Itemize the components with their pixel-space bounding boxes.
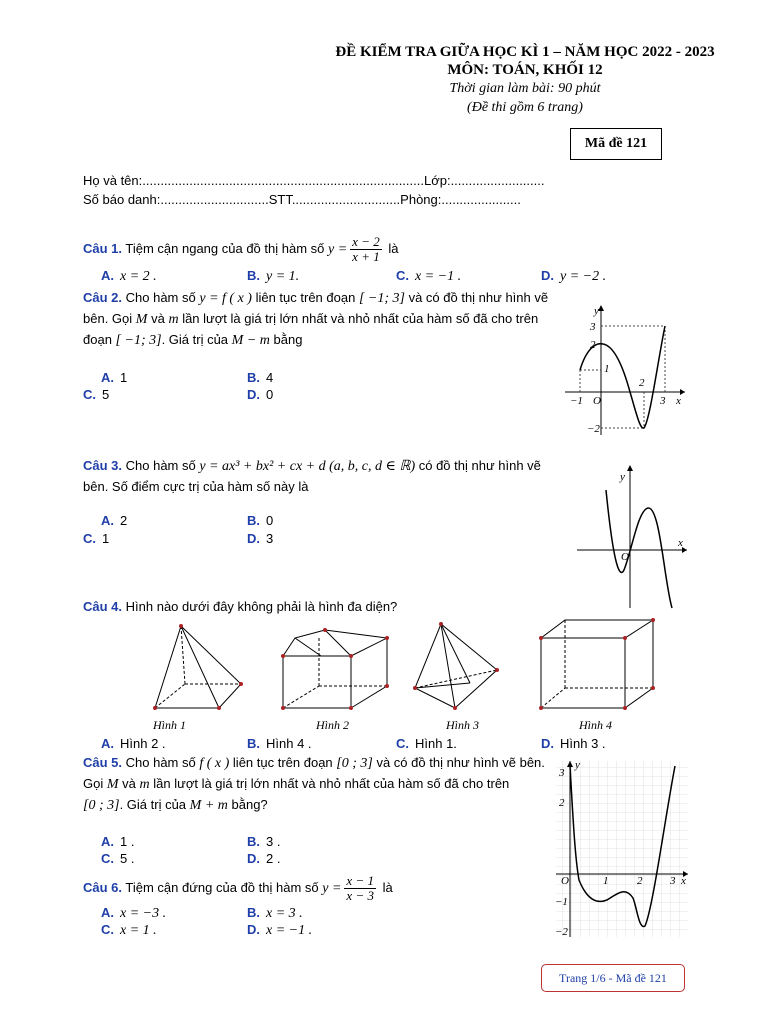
x-tick: O: [561, 875, 569, 887]
y-tick: 3: [559, 767, 565, 779]
answer-letter: C.: [396, 736, 409, 751]
question-text: Cho hàm số: [125, 458, 196, 473]
question-label: Câu 1.: [83, 240, 123, 256]
cubic-curve: [606, 490, 672, 608]
question-text: đoạn: [83, 332, 112, 347]
question-label: Câu 2.: [83, 290, 123, 305]
math: y =: [322, 880, 342, 896]
answer-d[interactable]: [247, 531, 273, 546]
answer-letter: B.: [247, 370, 260, 385]
answer-letter: C.: [101, 851, 114, 866]
y-tick: −2: [555, 926, 568, 938]
question-text: Tiệm cận ngang của đồ thị hàm số: [125, 240, 325, 256]
answer-letter: D.: [247, 387, 260, 402]
answer-letter: D.: [541, 268, 554, 283]
math: M + m: [189, 798, 228, 813]
answer-text: x = 1 .: [120, 923, 157, 938]
exam-title: ĐỀ KIỂM TRA GIỮA HỌC KÌ 1 – NĂM HỌC 2022 - 2023: [335, 44, 715, 60]
student-name-line: Họ và tên:..............................................................................Lớp:..........................: [83, 173, 545, 188]
figure-caption: Hình 4: [579, 718, 612, 732]
answer-d[interactable]: [541, 736, 606, 751]
exam-pages: (Đề thi gồm 6 trang): [467, 100, 583, 115]
answer-letter: A.: [101, 268, 114, 283]
figure-caption: Hình 1: [153, 718, 186, 732]
answer-b[interactable]: [247, 905, 303, 922]
page-footer: Trang 1/6 - Mã đề 121: [541, 964, 685, 992]
answer-b[interactable]: [247, 736, 312, 751]
answer-text: 0: [266, 387, 274, 402]
answer-c[interactable]: [101, 851, 134, 866]
question-6: [83, 874, 393, 903]
answer-letter: A.: [101, 905, 114, 920]
question-text: . Giá trị của: [161, 332, 229, 347]
answer-text: Hình 4 .: [266, 736, 312, 751]
answer-letter: A.: [101, 736, 114, 751]
denominator: x − 3: [346, 888, 374, 903]
answer-c[interactable]: [101, 922, 157, 939]
math: [ −1; 3]: [358, 291, 405, 306]
denominator: x + 1: [352, 249, 380, 264]
x-tick: 1: [603, 875, 609, 887]
answer-text: 5: [102, 387, 110, 402]
exam-time: Thời gian làm bài: 90 phút: [449, 81, 601, 96]
question-3: [83, 456, 553, 497]
answer-letter: B.: [247, 834, 260, 849]
answer-text: 1: [102, 531, 110, 546]
fraction: [344, 874, 376, 903]
answer-text: Hình 3 .: [560, 736, 606, 751]
question-text: và: [151, 311, 165, 326]
figure-1: [155, 626, 241, 708]
answer-letter: B.: [247, 905, 260, 920]
answer-text: y = −2 .: [560, 269, 607, 284]
y-arrow: [598, 305, 604, 311]
answer-text: 2 .: [266, 851, 281, 866]
math: [0 ; 3]: [83, 798, 120, 813]
answer-d[interactable]: [247, 387, 273, 402]
answer-a[interactable]: [101, 513, 127, 528]
y-label: y: [575, 759, 580, 771]
vertex-dots: [153, 618, 655, 710]
question-text: bằng: [273, 332, 303, 347]
x-tick: 3: [660, 395, 666, 407]
y-label: y: [594, 305, 599, 317]
math: M − m: [231, 333, 270, 348]
answer-text: 1 .: [120, 834, 135, 849]
answer-text: x = 2 .: [120, 269, 157, 284]
student-id-line: Số báo danh:..............................STT..............................Phòng:......................: [83, 192, 521, 207]
answer-a[interactable]: [101, 736, 166, 751]
answer-letter: B.: [247, 513, 260, 528]
question-text: bên. Số điểm cực trị của hàm số này là: [83, 479, 309, 494]
answer-b[interactable]: [247, 834, 280, 849]
question-text: lần lượt là giá trị lớn nhất và nhỏ nhất của hàm số đã cho trên: [182, 311, 539, 326]
answer-c[interactable]: [83, 387, 109, 402]
question-text: có đồ thị như hình vẽ: [418, 458, 541, 473]
question-text-end: là: [388, 240, 399, 256]
math: m: [168, 312, 179, 327]
answer-c[interactable]: [83, 531, 109, 546]
answer-a[interactable]: [101, 370, 127, 385]
answer-letter: C.: [83, 387, 96, 402]
x-label: x: [678, 537, 683, 549]
answer-c[interactable]: [396, 268, 461, 285]
answer-text: y = 1.: [266, 269, 300, 284]
math: y = f ( x ): [199, 291, 252, 306]
y-tick: 3: [590, 321, 596, 333]
y-arrow: [627, 465, 633, 471]
answer-letter: C.: [396, 268, 409, 283]
answer-letter: C.: [101, 922, 114, 937]
exam-subject: MÔN: TOÁN, KHỐI 12: [447, 62, 603, 78]
answer-c[interactable]: [396, 736, 457, 751]
answer-letter: C.: [83, 531, 96, 546]
fraction: [350, 235, 382, 264]
answer-text: x = −1 .: [266, 923, 313, 938]
x-tick: −1: [570, 395, 583, 407]
question-5: [83, 753, 548, 816]
x-tick: O: [593, 395, 601, 407]
answer-letter: D.: [247, 531, 260, 546]
math: y = ax³ + bx² + cx + d (a, b, c, d ∈ ℝ): [199, 459, 416, 474]
y-tick: 1: [604, 363, 610, 375]
figure-caption: Hình 2: [316, 718, 349, 732]
answer-d[interactable]: [247, 922, 312, 939]
y-label: y: [620, 471, 625, 483]
figure-4: [541, 620, 653, 708]
q4-figures: [145, 618, 665, 723]
math: M: [135, 312, 148, 327]
answer-text: 0: [266, 513, 274, 528]
question-label: Câu 4.: [83, 599, 123, 614]
exam-code-box: Mã đề 121: [570, 128, 662, 160]
answer-letter: A.: [101, 513, 114, 528]
question-text: và: [122, 776, 136, 791]
question-text: và có đồ thị như hình vẽ bên.: [376, 755, 545, 770]
question-label: Câu 6.: [83, 879, 123, 895]
answer-letter: B.: [247, 736, 260, 751]
answer-a[interactable]: [101, 905, 166, 922]
question-text: bên. Gọi: [83, 311, 133, 326]
y-tick: 2: [559, 797, 565, 809]
figure-3: [415, 624, 497, 708]
question-4: [83, 597, 397, 617]
answer-text: 4: [266, 370, 274, 385]
q5-graph: [553, 758, 691, 940]
answer-text: x = −3 .: [120, 906, 167, 921]
y-tick: 2: [590, 339, 596, 351]
figure-caption: Hình 3: [446, 718, 479, 732]
math: [0 ; 3]: [336, 756, 373, 771]
figure-2: [283, 630, 387, 708]
question-text: liên tục trên đoạn: [232, 755, 333, 770]
x-tick: 3: [670, 875, 676, 887]
x-tick: x: [676, 395, 681, 407]
q2-graph: [560, 300, 690, 440]
answer-text: 3 .: [266, 834, 281, 849]
x-tick: x: [681, 875, 686, 887]
answer-d[interactable]: [247, 851, 280, 866]
answer-letter: D.: [247, 851, 260, 866]
math: [ −1; 3]: [115, 333, 162, 348]
question-text: Gọi: [83, 776, 104, 791]
question-2: [83, 288, 553, 351]
y-tick: −1: [555, 896, 568, 908]
answer-letter: B.: [247, 268, 260, 283]
answer-text: Hình 1.: [415, 736, 457, 751]
q3-graph: [572, 460, 692, 610]
question-1: [83, 235, 398, 264]
question-text: Hình nào dưới đây không phải là hình đa diện?: [125, 599, 398, 614]
answer-text: Hình 2 .: [120, 736, 166, 751]
answer-b[interactable]: [247, 268, 299, 285]
question-text: Tiệm cận đứng của đồ thị hàm số: [125, 879, 319, 895]
answer-text: 1: [120, 370, 128, 385]
math: M: [106, 777, 119, 792]
question-text: bằng?: [231, 797, 268, 812]
question-text: liên tục trên đoạn: [255, 290, 356, 305]
math: y =: [328, 241, 348, 257]
answer-letter: A.: [101, 834, 114, 849]
origin-label: O: [621, 551, 629, 563]
question-text: . Giá trị của: [119, 797, 187, 812]
answer-text: 3: [266, 531, 274, 546]
answer-a[interactable]: [101, 268, 157, 285]
question-label: Câu 3.: [83, 458, 123, 473]
question-text: và có đồ thị như hình vẽ: [408, 290, 549, 305]
question-text: lần lượt là giá trị lớn nhất và nhỏ nhất của hàm số đã cho trên: [153, 776, 510, 791]
answer-d[interactable]: [541, 268, 606, 285]
math: f ( x ): [199, 756, 230, 771]
answer-b[interactable]: [247, 370, 273, 385]
answer-b[interactable]: [247, 513, 273, 528]
answer-letter: D.: [541, 736, 554, 751]
question-text: Cho hàm số: [125, 290, 196, 305]
x-tick: 2: [639, 377, 645, 389]
question-text: Cho hàm số: [125, 755, 196, 770]
question-label: Câu 5.: [83, 755, 123, 770]
question-text-end: là: [382, 879, 393, 895]
answer-letter: D.: [247, 922, 260, 937]
answer-letter: A.: [101, 370, 114, 385]
math: m: [139, 777, 150, 792]
numerator: x − 1: [346, 873, 374, 888]
answer-text: x = 3 .: [266, 906, 303, 921]
answer-a[interactable]: [101, 834, 134, 849]
answer-text: x = −1 .: [415, 269, 462, 284]
x-tick: 2: [637, 875, 643, 887]
answer-text: 5 .: [120, 851, 135, 866]
numerator: x − 2: [352, 234, 380, 249]
answer-text: 2: [120, 513, 128, 528]
y-tick: −2: [587, 423, 600, 435]
